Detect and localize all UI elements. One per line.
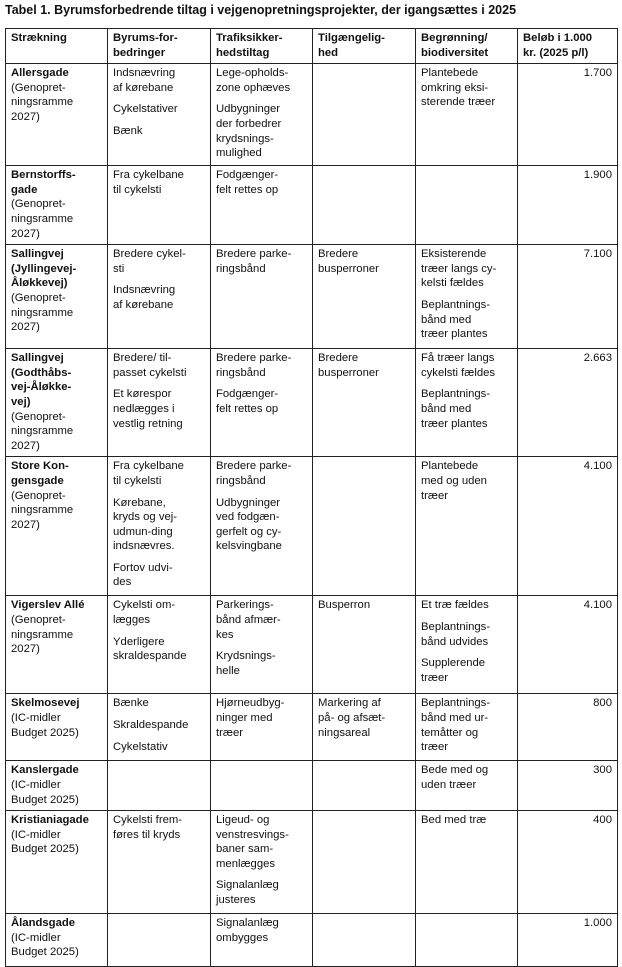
cell-byrum — [108, 596, 211, 694]
trafik-item: Krydsnings- helle — [216, 650, 276, 677]
street-name: Ålandsgade — [11, 917, 76, 930]
funding-source: (IC-midler Budget 2025) — [11, 711, 79, 739]
street-name: Kanslergade — [11, 764, 79, 777]
cell-byrum — [108, 811, 211, 914]
trafik-item: Bredere parke- ringsbånd — [216, 352, 292, 379]
cell-begroenning — [416, 457, 518, 596]
cell-begroenning — [416, 64, 518, 166]
header-trafiksikkerhed: Trafiksikker- hedstiltag — [211, 29, 313, 64]
cell-trafiksikkerhed — [211, 349, 313, 457]
header-beloeb: Beløb i 1.000 kr. (2025 p/l) — [518, 29, 618, 64]
cell-straekning — [6, 349, 108, 457]
cell-trafiksikkerhed — [211, 914, 313, 967]
cell-beloeb: 2.663 — [518, 349, 618, 457]
cell-tilgaengelighed — [313, 64, 416, 166]
header-byrum: Byrums-for- bedringer — [108, 29, 211, 64]
cell-beloeb: 1.700 — [518, 64, 618, 166]
cell-tilgaengelighed — [313, 811, 416, 914]
groen-item: Beplantnings- bånd med ur- temåtter og træer — [421, 697, 491, 754]
table-row — [6, 811, 618, 914]
cell-tilgaengelighed — [313, 761, 416, 811]
cell-begroenning — [416, 694, 518, 761]
cell-straekning — [6, 166, 108, 245]
groen-item: Supplerende træer — [421, 657, 486, 684]
tilg-item: Bredere busperroner — [318, 352, 379, 379]
groen-item: Bed med træ — [421, 814, 487, 827]
cell-begroenning — [416, 245, 518, 349]
trafik-item: Fodgænger- felt rettes op — [216, 388, 279, 415]
cell-straekning — [6, 811, 108, 914]
street-name: Vigerslev Allé — [11, 599, 85, 612]
cell-byrum — [108, 349, 211, 457]
byrum-item: Yderligere skraldespande — [113, 635, 187, 663]
street-name: Kristianiagade — [11, 814, 89, 827]
street-name: Sallingvej (Jyllingevej- Åløkkevej) — [11, 248, 77, 290]
street-name: Store Kon- gensgade — [11, 460, 69, 487]
trafik-item: Parkerings- bånd afmær- kes — [216, 599, 281, 641]
byrum-item: Cykelsti om- lægges — [113, 599, 176, 626]
cell-tilgaengelighed — [313, 596, 416, 694]
cell-straekning — [6, 64, 108, 166]
groen-item: Plantebede omkring eksi- sterende træer — [421, 67, 496, 109]
header-straekning: Strækning — [6, 29, 108, 64]
cell-byrum — [108, 166, 211, 245]
cell-byrum — [108, 457, 211, 596]
trafik-item: Lege-opholds- zone ophæves — [216, 67, 291, 94]
trafik-item: Bredere parke- ringsbånd — [216, 248, 292, 275]
cell-tilgaengelighed — [313, 166, 416, 245]
cell-trafiksikkerhed — [211, 694, 313, 761]
table-row — [6, 914, 618, 967]
table-row — [6, 694, 618, 761]
groen-item: Et træ fældes — [421, 599, 489, 612]
cell-begroenning — [416, 596, 518, 694]
byrum-item: Cykelstativ — [113, 740, 168, 753]
trafik-item: Bredere parke- ringsbånd — [216, 460, 292, 487]
groen-item: Bede med og uden træer — [421, 764, 489, 791]
byrum-item: Cykelsti frem- føres til kryds — [113, 814, 183, 841]
table-row — [6, 349, 618, 457]
cell-trafiksikkerhed — [211, 166, 313, 245]
cell-trafiksikkerhed — [211, 596, 313, 694]
cell-trafiksikkerhed — [211, 64, 313, 166]
trafik-item: Ligeud- og venstresvings- baner sam- menlægges — [216, 814, 289, 870]
street-name: Bernstorffs- gade — [11, 169, 76, 196]
funding-source: (Genopret- ningsramme 2027) — [11, 410, 74, 452]
funding-source: (IC-midler Budget 2025) — [11, 828, 79, 856]
cell-beloeb: 400 — [518, 811, 618, 914]
groen-item: Plantebede med og uden træer — [421, 460, 487, 502]
trafik-item: Fodgænger- felt rettes op — [216, 169, 279, 196]
trafik-item: Udbygninger der forbedrer krydsnings- mulighed — [216, 103, 282, 160]
byrum-item: Bredere cykel- sti — [113, 248, 186, 275]
trafik-item: Udbygninger ved fodgæn- gerfelt og cy- kelsvingbane — [216, 496, 282, 553]
tilg-item: Markering af på- og afsæt- ningsareal — [318, 697, 386, 739]
cell-tilgaengelighed — [313, 457, 416, 596]
funding-source: (IC-midler Budget 2025) — [11, 931, 79, 959]
byrum-item: Cykelstativer — [113, 103, 178, 116]
cell-byrum — [108, 761, 211, 811]
cell-byrum — [108, 245, 211, 349]
funding-source: (Genopret- ningsramme 2027) — [11, 81, 74, 123]
groen-item: Beplantnings- bånd med træer plantes — [421, 298, 491, 341]
street-name: Sallingvej (Godthåbs- vej-Åløkke- vej) — [11, 352, 72, 408]
cell-byrum — [108, 694, 211, 761]
cell-trafiksikkerhed — [211, 245, 313, 349]
groen-item: Beplantnings- bånd med træer plantes — [421, 388, 491, 430]
byrum-item: Indsnævring af kørebane — [113, 284, 176, 311]
byrum-item: Bænke — [113, 697, 149, 710]
byrum-item: Fra cykelbane til cykelsti — [113, 460, 184, 487]
cell-beloeb: 4.100 — [518, 596, 618, 694]
cell-beloeb: 1.900 — [518, 166, 618, 245]
byrum-item: Indsnævring af kørebane — [113, 67, 176, 94]
cell-straekning — [6, 457, 108, 596]
table-row — [6, 166, 618, 245]
cell-tilgaengelighed — [313, 245, 416, 349]
street-name: Allersgade — [11, 67, 69, 80]
cell-straekning — [6, 761, 108, 811]
cell-straekning — [6, 245, 108, 349]
trafik-item: Signalanlæg justeres — [216, 879, 279, 907]
cell-tilgaengelighed — [313, 914, 416, 967]
cell-beloeb: 800 — [518, 694, 618, 761]
funding-source: (Genopret- ningsramme 2027) — [11, 198, 74, 240]
table-row — [6, 457, 618, 596]
funding-source: (IC-midler Budget 2025) — [11, 778, 79, 806]
byrum-item: Fortov udvi- des — [113, 561, 173, 589]
byrum-item: Bænk — [113, 124, 143, 137]
cell-begroenning — [416, 914, 518, 967]
cell-tilgaengelighed — [313, 349, 416, 457]
cell-byrum — [108, 64, 211, 166]
groen-item: Eksisterende træer langs cy- kelsti fældes — [421, 248, 497, 290]
cell-begroenning — [416, 166, 518, 245]
header-row — [6, 29, 618, 64]
cell-straekning — [6, 914, 108, 967]
table-row — [6, 245, 618, 349]
cell-byrum — [108, 914, 211, 967]
funding-source: (Genopret- ningsramme 2027) — [11, 613, 74, 656]
byrum-item: Et kørespor nedlægges i vestlig retning — [113, 388, 183, 430]
header-begroenning: Begrønning/ biodiversitet — [416, 29, 518, 64]
street-name: Skelmosevej — [11, 697, 80, 710]
cell-tilgaengelighed — [313, 694, 416, 761]
cell-trafiksikkerhed — [211, 811, 313, 914]
cell-trafiksikkerhed — [211, 457, 313, 596]
cell-straekning — [6, 596, 108, 694]
groen-item: Få træer langs cykelsti fældes — [421, 352, 496, 379]
tilg-item: Busperron — [318, 599, 371, 612]
header-tilgaengelighed: Tilgængelig- hed — [313, 29, 416, 64]
funding-source: (Genopret- ningsramme 2027) — [11, 489, 74, 531]
byrum-item: Kørebane, kryds og vej- udmun-ding indsnævres. — [113, 496, 178, 553]
byrum-item: Fra cykelbane til cykelsti — [113, 169, 184, 196]
cell-begroenning — [416, 349, 518, 457]
trafik-item: Signalanlæg ombygges — [216, 917, 279, 944]
cell-beloeb: 1.000 — [518, 914, 618, 967]
tilg-item: Bredere busperroner — [318, 248, 379, 275]
cell-beloeb: 300 — [518, 761, 618, 811]
groen-item: Beplantnings- bånd udvides — [421, 620, 491, 648]
cell-begroenning — [416, 761, 518, 811]
funding-source: (Genopret- ningsramme 2027) — [11, 291, 74, 334]
byrum-item: Skraldespande — [113, 718, 189, 731]
table-row — [6, 64, 618, 166]
table-row — [6, 761, 618, 811]
table-row — [6, 596, 618, 694]
measures-table — [5, 28, 618, 967]
cell-straekning — [6, 694, 108, 761]
cell-trafiksikkerhed — [211, 761, 313, 811]
cell-beloeb: 7.100 — [518, 245, 618, 349]
table-title: Tabel 1. Byrumsforbedrende tiltag i vejgenopretningsprojekter, der igangsættes i 2025 — [5, 3, 517, 17]
cell-begroenning — [416, 811, 518, 914]
trafik-item: Hjørneudbyg- ninger med træer — [216, 697, 285, 739]
table-body — [6, 64, 618, 967]
byrum-item: Bredere/ til- passet cykelsti — [113, 352, 187, 379]
cell-beloeb: 4.100 — [518, 457, 618, 596]
